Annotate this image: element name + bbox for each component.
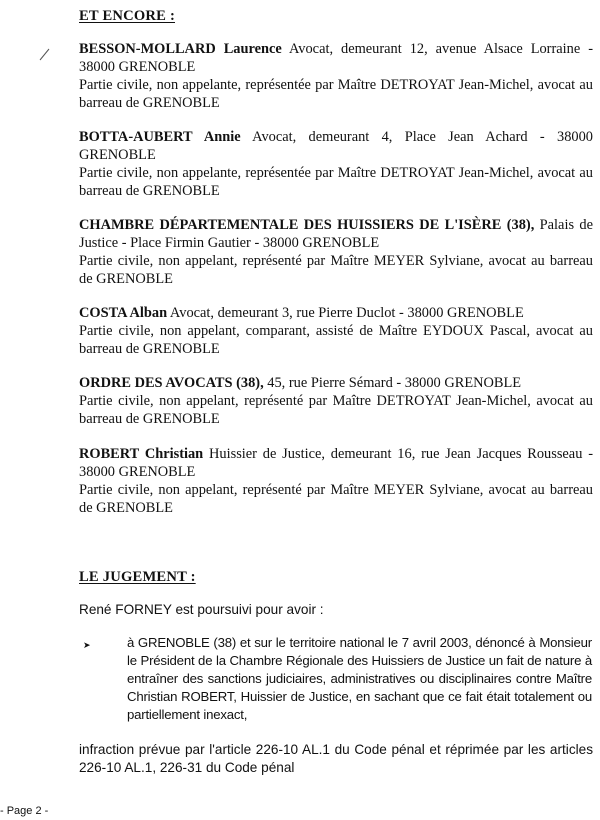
party-botta-aubert	[79, 128, 593, 200]
party-address: 45, rue Pierre Sémard - 38000 GRENOBLE	[263, 375, 522, 391]
party-header	[79, 216, 593, 252]
party-address: Avocat, demeurant 4, Place Jean Achard - 38000 GRENOBLE	[79, 129, 594, 163]
party-costa	[79, 304, 593, 358]
party-name: BOTTA-AUBERT Annie	[79, 129, 241, 145]
party-name: COSTA Alban	[79, 305, 168, 321]
section-title-et-encore	[79, 7, 175, 25]
party-role: Partie civile, non appelant, représenté par Maître MEYER Sylviane, avocat au barreau de GRENOBLE	[79, 253, 593, 287]
party-name: ORDRE DES AVOCATS (38),	[79, 375, 264, 391]
party-besson-mollard	[79, 40, 593, 112]
party-header	[79, 445, 593, 481]
party-address: Huissier de Justice, demeurant 16, rue Jean Jacques Rousseau - 38000 GRENOBLE	[79, 446, 593, 480]
page-number: - Page 2 -	[0, 805, 49, 817]
party-role: Partie civile, non appelant, représenté par Maître MEYER Sylviane, avocat au barreau de GRENOBLE	[79, 482, 593, 516]
party-role: Partie civile, non appelant, représenté par Maître DETROYAT Jean-Michel, avocat au barreau de GRENOBLE	[79, 393, 593, 427]
party-ordre-avocats	[79, 374, 593, 428]
infraction-text: infraction prévue par l'article 226-10 AL.1 du Code pénal et réprimée par les articles 226-10 AL.1, 226-31 du Code pénal	[79, 742, 593, 775]
pen-mark-icon	[38, 47, 52, 61]
party-header	[79, 374, 593, 392]
party-name: ROBERT Christian	[79, 446, 204, 462]
section-title-text: ET ENCORE :	[79, 8, 175, 24]
party-address: Avocat, demeurant 12, avenue Alsace Lorraine - 38000 GRENOBLE	[79, 41, 593, 75]
charge-text: à GRENOBLE (38) et sur le territoire national le 7 avril 2003, dénoncé à Monsieur le Président de la Chambre Régionale des Huissiers de Justice un fait de nature à entraîner des sanctions judiciaires, administratives ou disciplinaires contre Maître Christian ROBERT, Huissier de Justice, en sachant que ce fait était totalement ou partiellement inexact,	[127, 635, 592, 722]
party-role: Partie civile, non appelante, représentée par Maître DETROYAT Jean-Michel, avocat au barreau de GRENOBLE	[79, 77, 593, 111]
party-robert	[79, 445, 593, 517]
arrow-bullet-icon: ➤	[83, 641, 91, 651]
party-role: Partie civile, non appelante, représentée par Maître DETROYAT Jean-Michel, avocat au barreau de GRENOBLE	[79, 165, 593, 199]
party-role: Partie civile, non appelant, comparant, assisté de Maître EYDOUX Pascal, avocat au barreau de GRENOBLE	[79, 323, 593, 357]
party-name: CHAMBRE DÉPARTEMENTALE DES HUISSIERS DE L'ISÈRE (38),	[79, 217, 535, 233]
party-name: BESSON-MOLLARD Laurence	[79, 41, 282, 57]
party-address: Avocat, demeurant 3, rue Pierre Duclot - 38000 GRENOBLE	[167, 305, 524, 321]
section-title-text: LE JUGEMENT :	[79, 569, 196, 585]
party-chambre-huissiers	[79, 216, 593, 288]
party-header	[79, 40, 593, 76]
party-header	[79, 304, 593, 322]
party-header	[79, 128, 593, 164]
party-address: Palais de Justice - Place Firmin Gautier - 38000 GRENOBLE	[79, 217, 593, 251]
section-title-jugement	[79, 568, 196, 586]
judgement-intro: René FORNEY est poursuivi pour avoir :	[79, 602, 324, 617]
